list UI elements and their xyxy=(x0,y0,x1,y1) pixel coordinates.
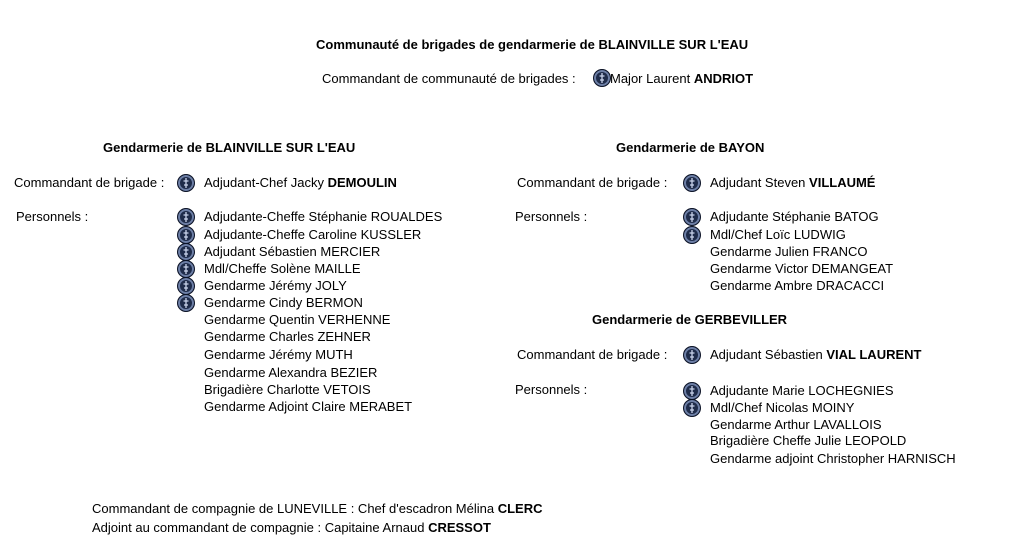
badge-icon xyxy=(177,174,195,192)
company-commander: Commandant de compagnie de LUNEVILLE : Chef d'escadron Mélina CLERC xyxy=(92,501,543,516)
blainville-commander-name: Adjudant-Chef Jacky DEMOULIN xyxy=(204,175,397,190)
cob-commander-label: Commandant de communauté de brigades : xyxy=(322,71,576,86)
badge-icon xyxy=(683,399,701,417)
badge-icon xyxy=(683,208,701,226)
bayon-personnel-label: Personnels : xyxy=(515,209,588,224)
badge-icon xyxy=(177,226,195,244)
list-item: Adjudante-Cheffe Caroline KUSSLER xyxy=(204,227,422,242)
gerbeviller-title: Gendarmerie de GERBEVILLER xyxy=(592,312,788,327)
list-item: Brigadière Cheffe Julie LEOPOLD xyxy=(710,433,907,448)
bayon-commander-name: Adjudant Steven VILLAUMÉ xyxy=(710,175,876,190)
list-item: Gendarme Quentin VERHENNE xyxy=(204,312,391,327)
badge-icon xyxy=(177,260,195,278)
gerbeviller-personnel-label: Personnels : xyxy=(515,382,588,397)
badge-icon xyxy=(177,277,195,295)
blainville-brigade-label: Commandant de brigade : xyxy=(14,175,165,190)
badge-icon xyxy=(177,208,195,226)
list-item: Adjudant Sébastien MERCIER xyxy=(204,244,381,259)
cob-commander-name: Major Laurent ANDRIOT xyxy=(610,71,754,86)
list-item: Adjudante-Cheffe Stéphanie ROUALDES xyxy=(204,209,443,224)
list-item: Mdl/Chef Loïc LUDWIG xyxy=(710,227,846,242)
list-item: Gendarme Ambre DRACACCI xyxy=(710,278,885,293)
badge-icon xyxy=(593,69,611,87)
blainville-title: Gendarmerie de BLAINVILLE SUR L'EAU xyxy=(103,140,356,155)
list-item: Brigadière Charlotte VETOIS xyxy=(204,382,371,397)
list-item: Gendarme Charles ZEHNER xyxy=(204,329,371,344)
list-item: Adjudante Stéphanie BATOG xyxy=(710,209,879,224)
badge-icon xyxy=(177,294,195,312)
list-item: Gendarme Victor DEMANGEAT xyxy=(710,261,894,276)
list-item: Gendarme adjoint Christopher HARNISCH xyxy=(710,451,956,466)
company-deputy: Adjoint au commandant de compagnie : Capitaine Arnaud CRESSOT xyxy=(92,520,491,535)
badge-icon xyxy=(683,174,701,192)
list-item: Gendarme Julien FRANCO xyxy=(710,244,868,259)
bayon-title: Gendarmerie de BAYON xyxy=(616,140,765,155)
list-item: Mdl/Cheffe Solène MAILLE xyxy=(204,261,361,276)
bayon-brigade-label: Commandant de brigade : xyxy=(517,175,668,190)
list-item: Gendarme Alexandra BEZIER xyxy=(204,365,378,380)
badge-icon xyxy=(177,243,195,261)
list-item: Gendarme Jérémy JOLY xyxy=(204,278,347,293)
list-item: Adjudante Marie LOCHEGNIES xyxy=(710,383,894,398)
list-item: Mdl/Chef Nicolas MOINY xyxy=(710,400,855,415)
document-title: Communauté de brigades de gendarmerie de BLAINVILLE SUR L'EAU xyxy=(316,37,749,52)
badge-icon xyxy=(683,382,701,400)
gerbeviller-brigade-label: Commandant de brigade : xyxy=(517,347,668,362)
list-item: Gendarme Cindy BERMON xyxy=(204,295,363,310)
badge-icon xyxy=(683,346,701,364)
list-item: Gendarme Arthur LAVALLOIS xyxy=(710,417,882,432)
gerbeviller-commander-name: Adjudant Sébastien VIAL LAURENT xyxy=(710,347,922,362)
blainville-personnel-label: Personnels : xyxy=(16,209,89,224)
badge-icon xyxy=(683,226,701,244)
list-item: Gendarme Adjoint Claire MERABET xyxy=(204,399,413,414)
list-item: Gendarme Jérémy MUTH xyxy=(204,347,353,362)
